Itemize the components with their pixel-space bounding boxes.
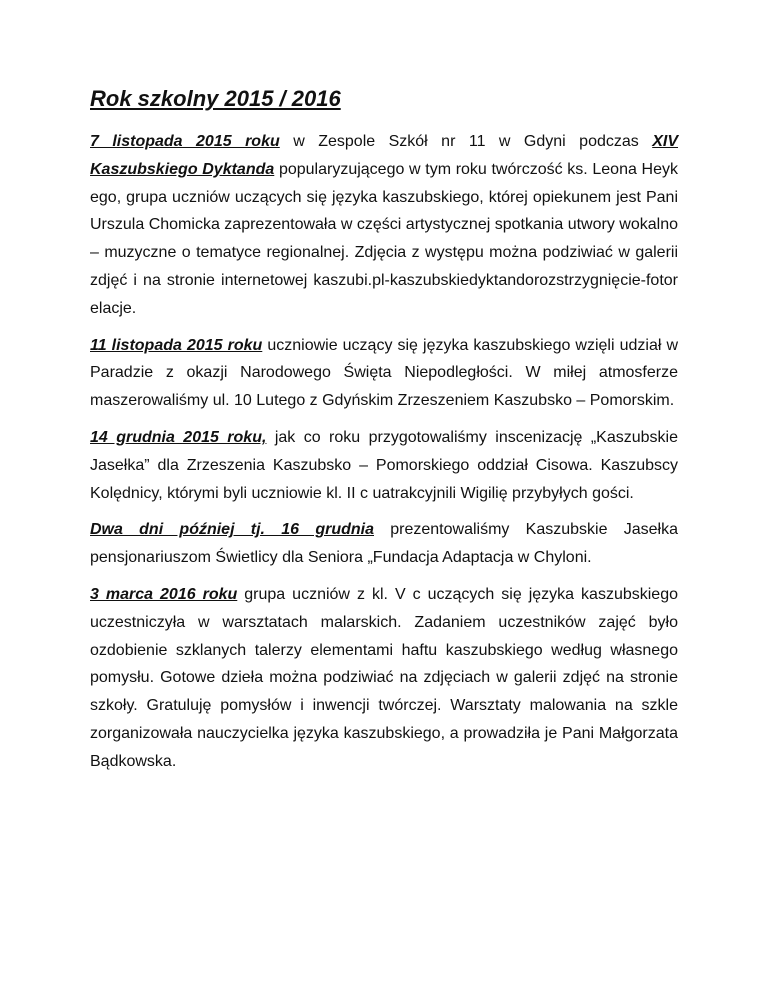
paragraph-text: popularyzującego w tym roku twórczość ks. Leona Heykego, grupa uczniów uczących się języka kaszubskiego, której opiekunem jest Pani Urszula Chomicka zaprezentowała w części artystycznej spotkania utwory wokalno – muzyczne o tematyce regionalnej. Zdjęcia z występu można podziwiać w galerii zdjęć i na stronie internetowej kaszubi.pl-kaszubskiedyktandorozstrzygnięcie-fotorelacje. bbox=[90, 160, 678, 317]
paragraph-lead-date: Dwa dni później tj. 16 grudnia bbox=[90, 521, 374, 539]
paragraph-dyktando bbox=[90, 128, 678, 323]
paragraph-text: grupa uczniów z kl. V c uczących się języka kaszubskiego uczestniczyła w warsztatach malarskich. Zadaniem uczestników zajęć było ozdobienie szklanych talerzy elementami haftu kaszubskiego według własnego pomysłu. Gotowe dzieła można podziwiać na zdjęciach w galerii zdjęć na stronie szkoły. Gratuluję pomysłów i inwencji twórczej. Warsztaty malowania na szkle zorganizowała nauczycielka języka kaszubskiego, a prowadziła je Pani Małgorzata Bądkowska. bbox=[90, 585, 678, 770]
document-page bbox=[90, 84, 678, 785]
paragraph-lead-date: 11 listopada 2015 roku bbox=[90, 336, 263, 354]
document-title: Rok szkolny 2015 / 2016 bbox=[90, 86, 341, 111]
paragraph-parade bbox=[90, 332, 678, 415]
paragraph-text: prezentowaliśmy Kaszubskie Jasełka pensjonariuszom Świetlicy dla Seniora „Fundacja Adaptacja w Chyloni. bbox=[90, 521, 679, 567]
paragraph-text: uczniowie uczący się języka kaszubskiego wzięli udział w Paradzie z okazji Narodowego Święta Niepodległości. W miłej atmosferze maszerowaliśmy ul. 10 Lutego z Gdyńskim Zrzeszeniem Kaszubsko – Pomorskim. bbox=[90, 336, 678, 410]
paragraph-seniors bbox=[90, 516, 678, 572]
paragraph-text: w Zespole Szkół nr 11 w Gdyni podczas bbox=[279, 133, 653, 150]
paragraph-lead-date: 7 listopada 2015 roku bbox=[90, 133, 280, 150]
paragraph-lead-date: 3 marca 2016 roku bbox=[90, 585, 238, 603]
paragraph-jaselka bbox=[90, 424, 678, 507]
paragraph-workshop bbox=[90, 581, 678, 776]
event-name-emphasis: XIV Kaszubskiego Dyktanda bbox=[90, 133, 679, 178]
paragraph-text: jak co roku przygotowaliśmy inscenizację „Kaszubskie Jasełka” dla Zrzeszenia Kaszubsko – Pomorskiego oddział Cisowa. Kaszubscy Kolędnicy, którymi byli uczniowie kl. II c uatrakcyjnili Wigilię przybyłych gości. bbox=[90, 428, 678, 502]
paragraph-lead-date: 14 grudnia 2015 roku, bbox=[90, 428, 267, 446]
